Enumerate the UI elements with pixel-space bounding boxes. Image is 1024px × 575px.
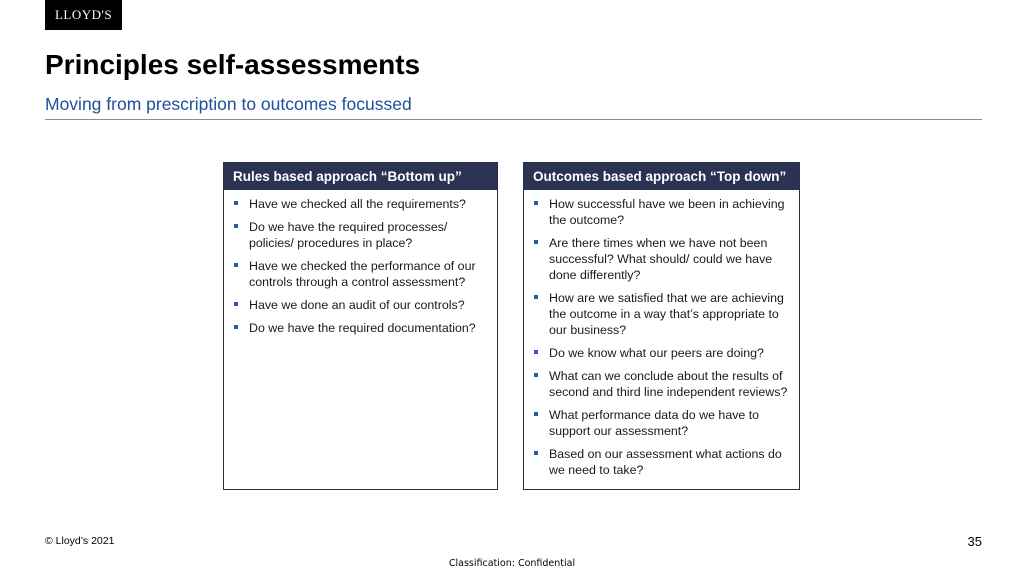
list-item: [533, 446, 791, 478]
header-divider: [45, 119, 982, 120]
list-item: [533, 235, 791, 283]
square-bullet-icon: [234, 224, 238, 228]
list-item-text: Have we checked the performance of our controls through a control assessment?: [249, 259, 476, 289]
list-item: [233, 320, 489, 336]
square-bullet-icon: [234, 302, 238, 306]
square-bullet-icon: [534, 295, 538, 299]
list-item: [233, 219, 489, 251]
outcomes-panel-heading: Outcomes based approach “Top down”: [524, 163, 799, 190]
list-item-text: Do we know what our peers are doing?: [549, 346, 764, 360]
square-bullet-icon: [234, 201, 238, 205]
square-bullet-icon: [234, 325, 238, 329]
square-bullet-icon: [534, 373, 538, 377]
page-title: Principles self-assessments: [45, 49, 421, 80]
copyright-notice: © Lloyd’s 2021: [45, 535, 115, 547]
list-item: [233, 297, 489, 313]
list-item: [233, 196, 489, 212]
square-bullet-icon: [534, 451, 538, 455]
outcomes-list: [524, 190, 799, 478]
classification-label: Classification: Confidential: [448, 558, 576, 569]
list-item-text: What can we conclude about the results of second and third line independent reviews?: [549, 369, 788, 399]
list-item-text: Are there times when we have not been successful? What should/ could we have done differently?: [549, 236, 773, 282]
list-item: [533, 368, 791, 400]
square-bullet-icon: [534, 412, 538, 416]
list-item-text: How are we satisfied that we are achieving the outcome in a way that’s appropriate to our business?: [549, 291, 784, 337]
square-bullet-icon: [534, 201, 538, 205]
lloyds-logo: LLOYD'S: [45, 0, 122, 30]
list-item-text: Have we checked all the requirements?: [249, 197, 466, 211]
list-item-text: Based on our assessment what actions do we need to take?: [549, 447, 782, 477]
outcomes-based-panel: [523, 162, 800, 490]
rules-based-panel: [223, 162, 498, 490]
rules-list: [224, 190, 497, 336]
square-bullet-icon: [534, 240, 538, 244]
list-item: [533, 407, 791, 439]
square-bullet-icon: [234, 263, 238, 267]
list-item: [233, 258, 489, 290]
list-item-text: Do we have the required documentation?: [249, 321, 476, 335]
page-number: 35: [967, 534, 982, 549]
rules-panel-heading: Rules based approach “Bottom up”: [224, 163, 497, 190]
list-item: [533, 290, 791, 338]
list-item: [533, 196, 791, 228]
square-bullet-icon: [534, 350, 538, 354]
list-item-text: How successful have we been in achieving the outcome?: [549, 197, 785, 227]
list-item-text: What performance data do we have to support our assessment?: [549, 408, 760, 438]
page-subtitle: Moving from prescription to outcomes focussed: [45, 94, 412, 114]
list-item: [533, 345, 791, 361]
list-item-text: Have we done an audit of our controls?: [249, 298, 465, 312]
list-item-text: Do we have the required processes/ policies/ procedures in place?: [249, 220, 448, 250]
